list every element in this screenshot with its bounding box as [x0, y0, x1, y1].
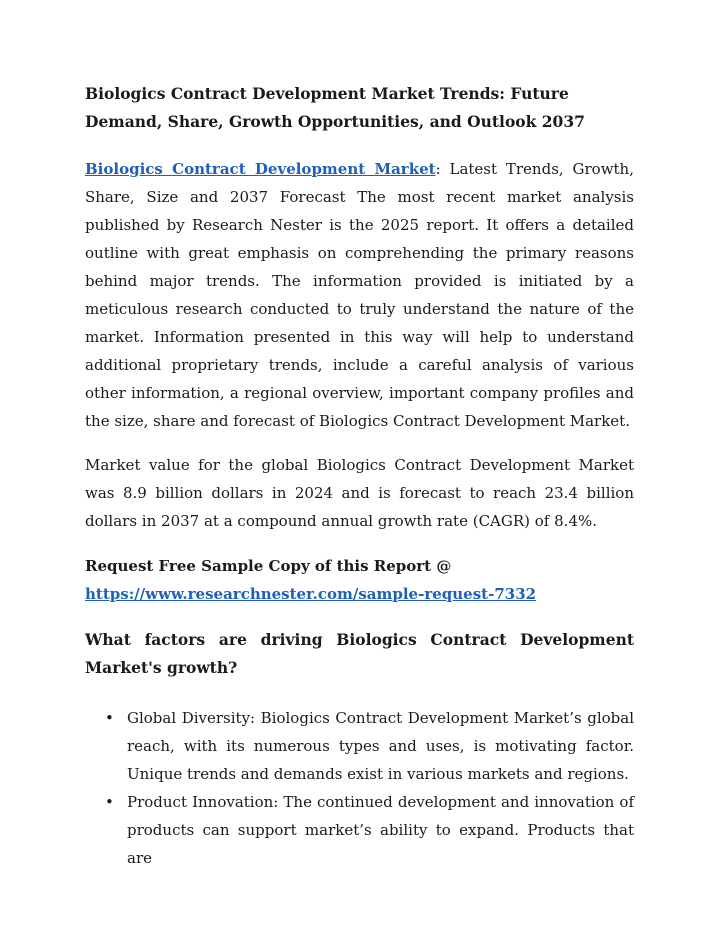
document-page [85, 80, 634, 872]
bullet-icon: • [105, 709, 114, 727]
bullet-icon: • [105, 793, 114, 811]
list-item-text: Product Innovation: The continued development and innovation of products can support market’s ability to expand. Products that are [127, 793, 634, 867]
list-item-text: Global Diversity: Biologics Contract Development Market’s global reach, with its numerous types and uses, is motivating factor. Unique trends and demands exist in various markets and regions. [127, 709, 634, 783]
market-value-paragraph: Market value for the global Biologics Contract Development Market was 8.9 billion dollars in 2024 and is forecast to reach 23.4 billion dollars in 2037 at a compound annual growth rate (CAGR) of 8.4%. [85, 456, 634, 530]
intro-paragraph-text: : Latest Trends, Growth, Share, Size and 2037 Forecast The most recent market analysis published by Research Nester is the 2025 report. It offers a detailed outline with great emphasis on comprehending the primary reasons behind major trends. The information provided is initiated by a meticulous research conducted to truly understand the nature of the market. Information presented in this way will help to understand additional proprietary trends, include a careful analysis of various other information, a regional overview, important company profiles and the size, share and forecast of Biologics Contract Development Market. [85, 160, 634, 430]
intro-paragraph [85, 155, 634, 435]
list-item [85, 704, 634, 788]
market-name-link[interactable]: Biologics Contract Development Market [85, 160, 436, 178]
document-title: Biologics Contract Development Market Trends: Future Demand, Share, Growth Opportunities, and Outlook 2037 [85, 84, 585, 131]
sample-request-block [85, 552, 634, 608]
list-item [85, 788, 634, 872]
sample-request-link[interactable]: https://www.researchnester.com/sample-request-7332 [85, 585, 537, 603]
sample-request-label: Request Free Sample Copy of this Report @ [85, 557, 452, 575]
growth-factors-heading: What factors are driving Biologics Contract Development Market's growth? [85, 630, 634, 677]
growth-factors-list [85, 704, 634, 872]
